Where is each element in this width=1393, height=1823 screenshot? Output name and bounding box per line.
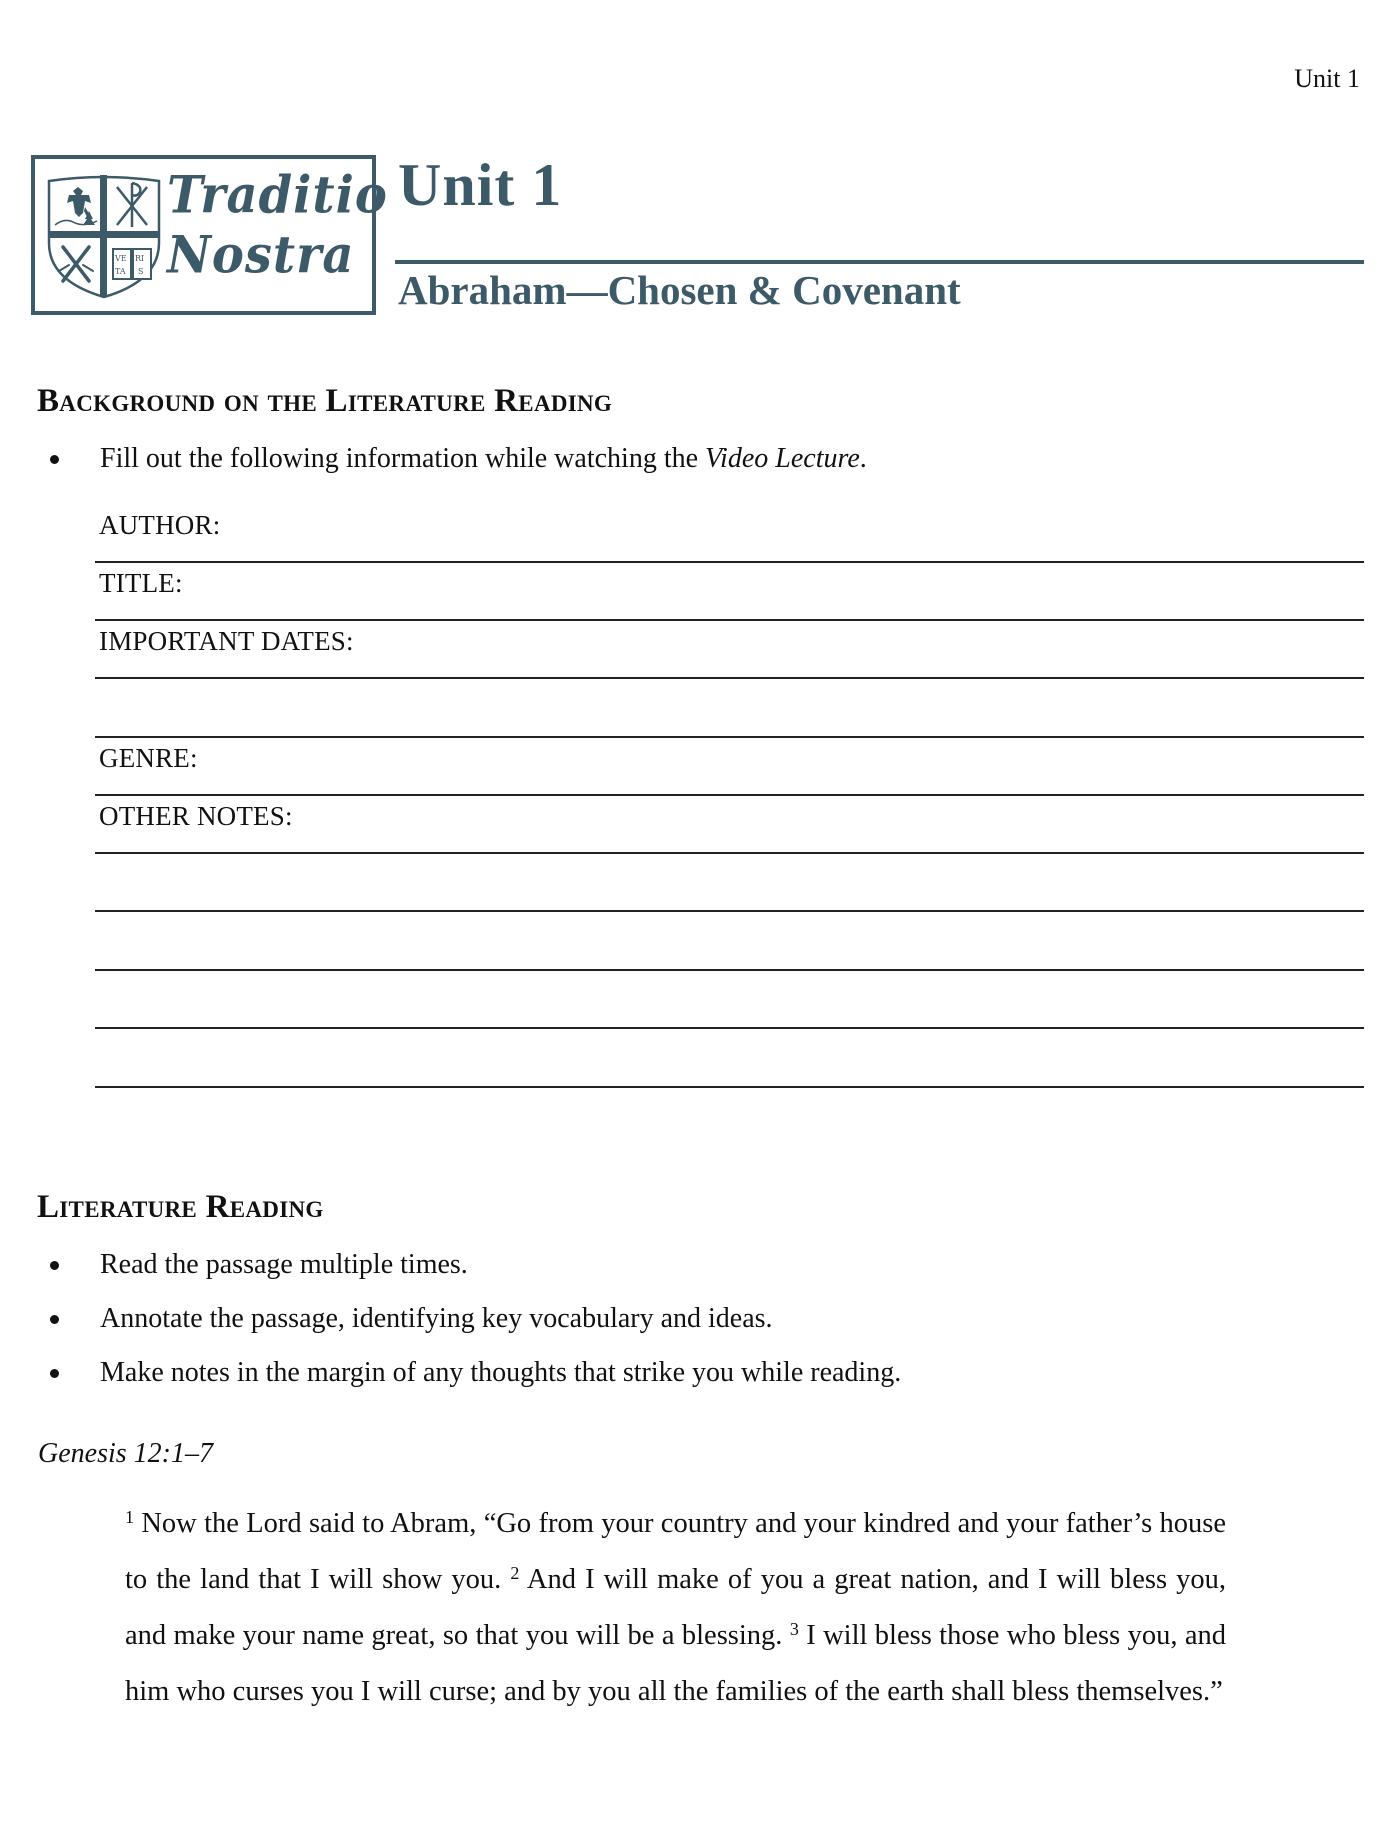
passage-reference: Genesis 12:1–7 [38, 1438, 213, 1469]
verse-text-2: And I will make of you a great nation, and I will bless you, and make your name great, so that you will be a blessing. [125, 1564, 1226, 1651]
logo-word-traditio: Traditio [167, 164, 388, 226]
field-label-genre: GENRE: [99, 743, 198, 773]
bullet-icon [50, 1315, 59, 1324]
title-divider [395, 260, 1364, 264]
writing-line-other-notes[interactable] [95, 852, 1364, 854]
writing-line-title[interactable] [95, 619, 1364, 621]
field-label-title: TITLE: [99, 568, 183, 598]
page-title: Unit 1 [398, 152, 563, 218]
verse-text-1: Now the Lord said to Abram, “Go from your country and your kindred and your father’s house to the land that I will show you. [125, 1508, 1226, 1595]
reading-bullet-2 [50, 1305, 773, 1333]
field-label-other-notes: OTHER NOTES: [99, 801, 293, 831]
bullet-icon [50, 1261, 59, 1270]
svg-text:RI: RI [135, 254, 145, 263]
bullet-icon [50, 1369, 59, 1378]
svg-text:VE: VE [115, 254, 127, 263]
writing-line-notes-4[interactable] [95, 1027, 1364, 1029]
bullet-text: Read the passage multiple times. [100, 1249, 468, 1280]
writing-line-genre[interactable] [95, 794, 1364, 796]
writing-line-notes-3[interactable] [95, 969, 1364, 971]
logo-word-nostra: Nostra [167, 224, 355, 286]
section-heading-literature: Literature Reading [37, 1189, 324, 1225]
verse-text-3: I will bless those who bless you, and him who curses you I will curse; and by you all the families of the earth shall bless themselves.” [125, 1620, 1226, 1707]
svg-text:S: S [138, 267, 144, 276]
svg-text:TA: TA [115, 267, 126, 276]
instruction-suffix: . [859, 443, 867, 474]
logo-wordmark [167, 164, 388, 286]
instruction-bullet [50, 445, 867, 473]
coat-of-arms-icon [45, 173, 163, 299]
bullet-icon [50, 455, 59, 464]
writing-line-important-dates[interactable] [95, 677, 1364, 679]
bullet-text: Annotate the passage, identifying key vocabulary and ideas. [100, 1303, 773, 1334]
open-book-icon [113, 249, 151, 279]
verse-number-3: 3 [789, 1619, 799, 1639]
reading-bullet-1 [50, 1251, 468, 1279]
writing-line-author[interactable] [95, 561, 1364, 563]
field-label-important-dates: IMPORTANT DATES: [99, 626, 354, 656]
writing-line-notes-2[interactable] [95, 910, 1364, 912]
traditio-nostra-logo [31, 155, 388, 315]
verse-number-2: 2 [510, 1563, 520, 1583]
running-header: Unit 1 [1294, 64, 1360, 93]
instruction-text [100, 445, 867, 473]
page-subtitle: Abraham—Chosen & Covenant [398, 267, 961, 313]
instruction-emphasis: Video Lecture [705, 443, 860, 474]
writing-line-notes-5[interactable] [95, 1086, 1364, 1088]
reading-bullet-3 [50, 1359, 901, 1387]
writing-line-dates-extra[interactable] [95, 736, 1364, 738]
scripture-passage [125, 1496, 1226, 1720]
section-heading-background: Background on the Literature Reading [37, 383, 613, 419]
bullet-text: Make notes in the margin of any thoughts that strike you while reading. [100, 1357, 902, 1388]
instruction-prefix: Fill out the following information while watching the [100, 443, 706, 474]
verse-number-1: 1 [125, 1507, 134, 1527]
field-label-author: AUTHOR: [99, 510, 221, 540]
